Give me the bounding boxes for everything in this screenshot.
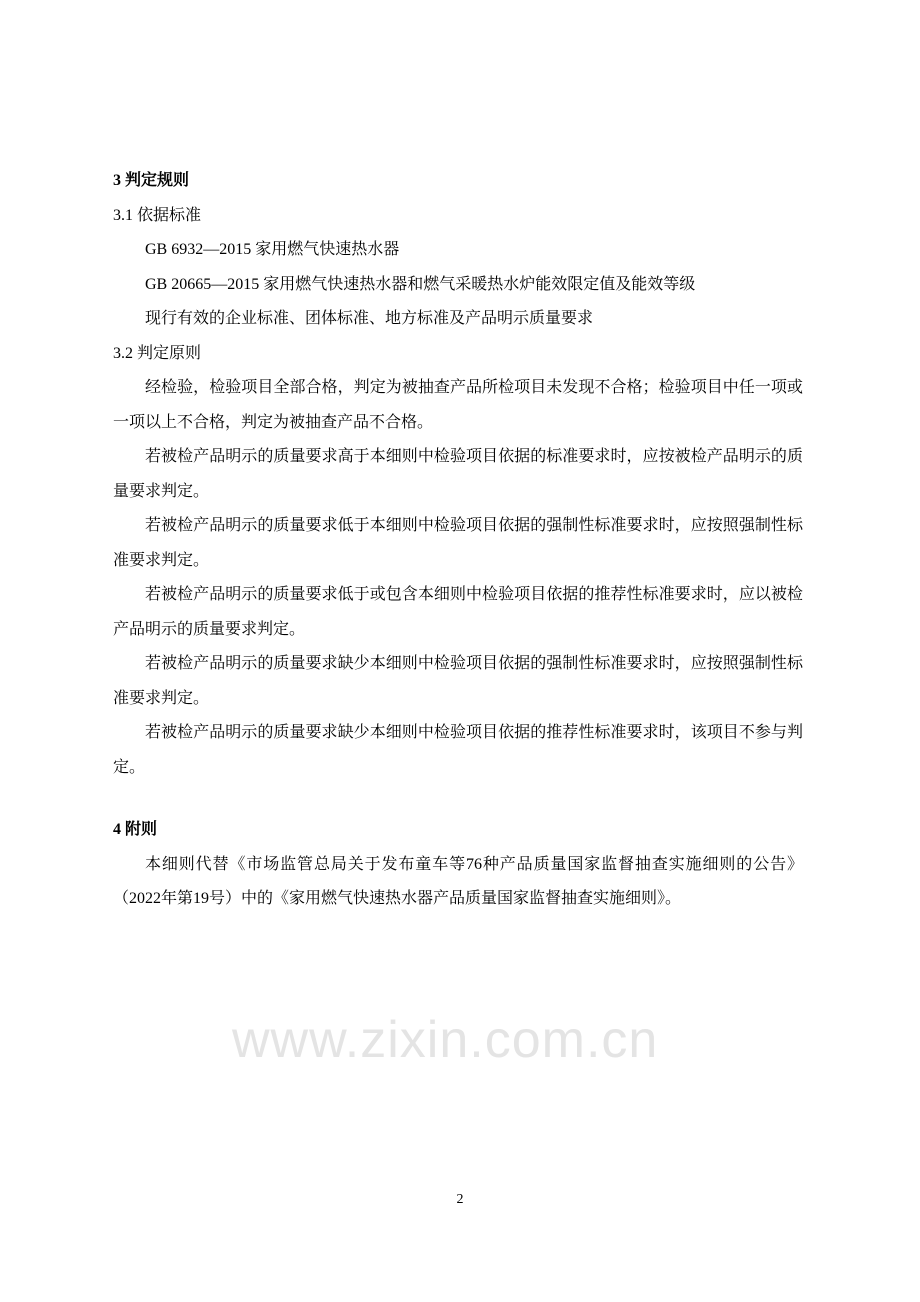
page-number: 2 <box>456 1192 464 1207</box>
section-4-heading: 4 附则 <box>113 821 158 838</box>
spacer <box>113 785 803 813</box>
rule-paragraph: 若被检产品明示的质量要求低于本细则中检验项目依据的强制性标准要求时，应按照强制性标准要求判定。 <box>113 517 803 569</box>
document-body <box>113 164 803 917</box>
standard-item: GB 20665—2015 家用燃气快速热水器和燃气采暖热水炉能效限定值及能效等级 <box>145 275 696 293</box>
rule-paragraph: 经检验，检验项目全部合格，判定为被抽查产品所检项目未发现不合格；检验项目中任一项或一项以上不合格，判定为被抽查产品不合格。 <box>113 379 803 431</box>
section-3-1-heading: 3.1 依据标准 <box>113 206 202 224</box>
rule-paragraph: 若被检产品明示的质量要求高于本细则中检验项目依据的标准要求时，应按被检产品明示的质量要求判定。 <box>113 448 803 500</box>
rule-paragraph: 若被检产品明示的质量要求缺少本细则中检验项目依据的强制性标准要求时，应按照强制性标准要求判定。 <box>113 655 803 707</box>
watermark: www.zixin.com.cn <box>232 1011 659 1069</box>
section-3-heading: 3 判定规则 <box>113 172 190 189</box>
appendix-paragraph: 本细则代替《市场监管总局关于发布童车等76种产品质量国家监督抽查实施细则的公告》（2022年第19号）中的《家用燃气快速热水器产品质量国家监督抽查实施细则》。 <box>113 855 803 907</box>
rule-paragraph: 若被检产品明示的质量要求低于或包含本细则中检验项目依据的推荐性标准要求时，应以被检产品明示的质量要求判定。 <box>113 586 803 638</box>
section-3-2-heading: 3.2 判定原则 <box>113 344 202 362</box>
rule-paragraph: 若被检产品明示的质量要求缺少本细则中检验项目依据的推荐性标准要求时，该项目不参与判定。 <box>113 724 803 776</box>
standard-item: GB 6932—2015 家用燃气快速热水器 <box>145 241 400 258</box>
standard-item: 现行有效的企业标准、团体标准、地方标准及产品明示质量要求 <box>145 310 594 327</box>
